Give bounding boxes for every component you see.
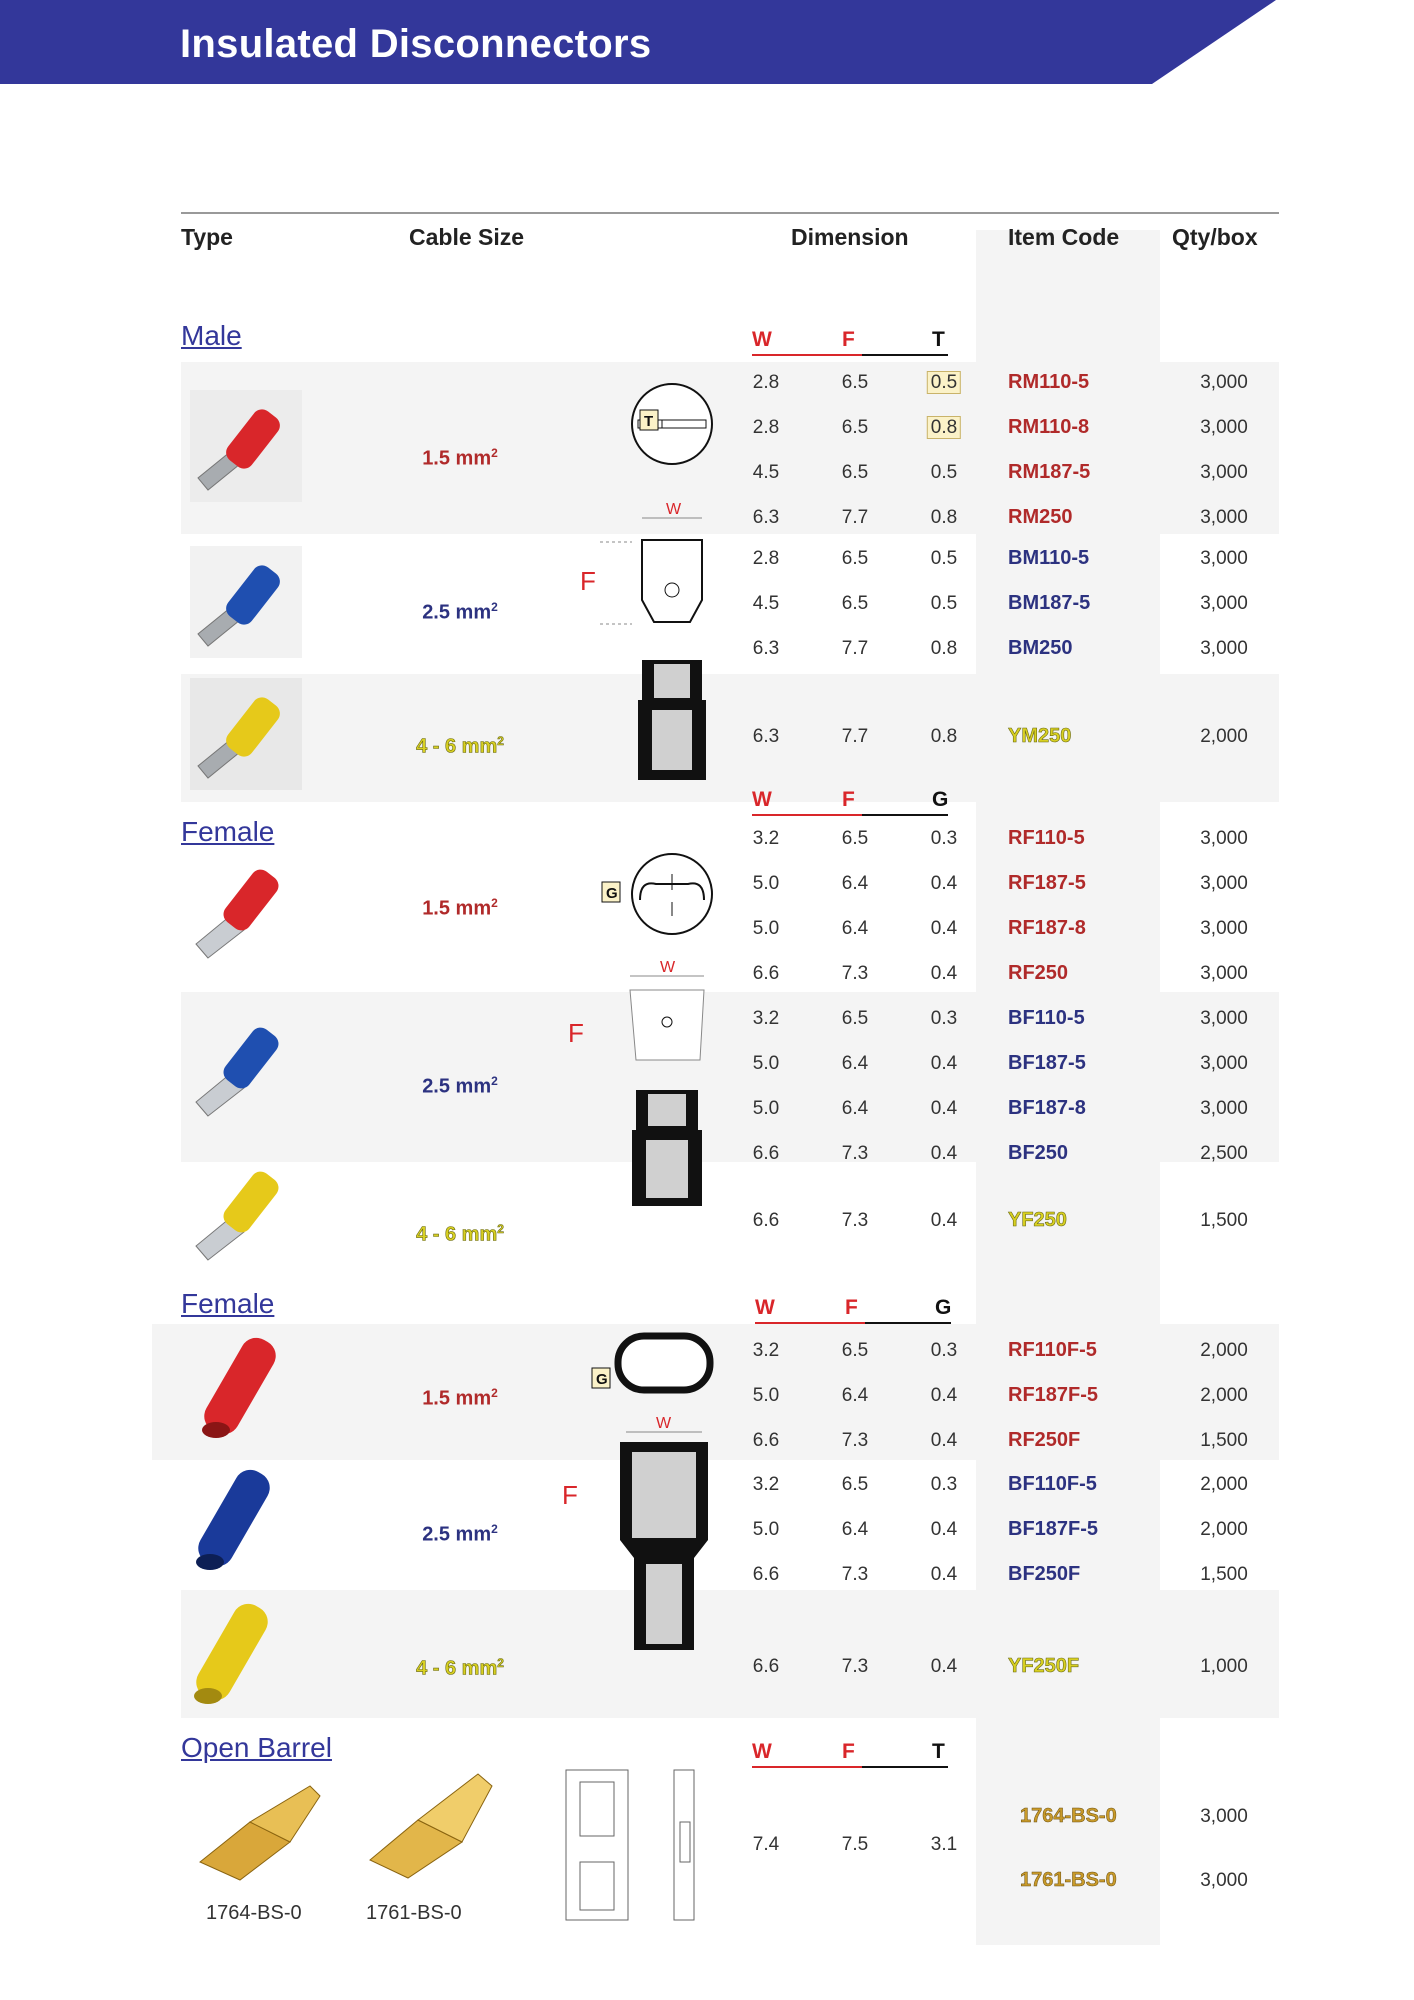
qty-per-box: 2,500 — [1200, 1143, 1248, 1164]
cell-f: 7.3 — [841, 1656, 869, 1677]
photo-open-barrel-1761 — [360, 1764, 510, 1882]
cell-f: 6.4 — [841, 1098, 869, 1119]
photo-female-insulated-blue — [188, 1462, 288, 1580]
cable-size-label: 2.5 $mm^2$ — [422, 600, 498, 624]
dim-underline-red — [752, 1766, 862, 1768]
cell-f: 6.4 — [841, 873, 869, 894]
qty-per-box: 1,500 — [1200, 1430, 1248, 1451]
qty-per-box: 3,000 — [1200, 593, 1248, 614]
cell-f: 7.7 — [841, 638, 869, 659]
cell-f: 6.5 — [841, 1474, 869, 1495]
cell-width: 5.0 — [752, 873, 780, 894]
cell-third-dim: 0.4 — [930, 1656, 958, 1677]
dim-header-female-insulated — [755, 1296, 951, 1324]
cell-third-dim: 0.8 — [930, 507, 958, 528]
cell-f: 7.3 — [841, 963, 869, 984]
qty-per-box: 3,000 — [1200, 372, 1248, 393]
diagram-male-tab — [560, 380, 760, 780]
cell-third-dim: 0.5 — [927, 372, 961, 394]
cable-size-label: 4 - 6 $mm^2$ — [416, 1656, 504, 1680]
qty-per-box: 3,000 — [1200, 918, 1248, 939]
item-code: RF187-8 — [1008, 917, 1086, 939]
qty-per-box: 2,000 — [1200, 726, 1248, 747]
cell-third-dim: 0.3 — [930, 828, 958, 849]
cell-third-dim: 0.4 — [930, 1210, 958, 1231]
diagram-open-barrel — [562, 1762, 732, 1932]
cell-width: 3.2 — [752, 828, 780, 849]
cable-size-label: 1.5 $mm^2$ — [422, 1386, 498, 1410]
qty-per-box: 3,000 — [1200, 1098, 1248, 1119]
cell-f: 6.4 — [841, 1519, 869, 1540]
section-title-male: Male — [181, 320, 242, 351]
item-code: 1764-BS-0 — [1020, 1805, 1117, 1827]
cell-third-dim: 3.1 — [930, 1834, 958, 1855]
cell-width: 4.5 — [752, 593, 780, 614]
band-female-insulated-yellow — [181, 1590, 1279, 1718]
diagram-label-w: W — [656, 1415, 672, 1432]
cell-width: 6.6 — [752, 1430, 780, 1451]
qty-per-box: 3,000 — [1200, 1053, 1248, 1074]
dim-label-t: T — [932, 328, 945, 351]
qty-per-box: 3,000 — [1200, 507, 1248, 528]
qty-per-box: 1,500 — [1200, 1210, 1248, 1231]
cell-f: 6.5 — [841, 372, 869, 393]
qty-per-box: 2,000 — [1200, 1474, 1248, 1495]
dim-label-w: W — [755, 1296, 775, 1319]
cell-width: 6.6 — [752, 1656, 780, 1677]
cell-width: 3.2 — [752, 1340, 780, 1361]
cell-width: 2.8 — [752, 372, 780, 393]
diagram-label-g: G — [606, 885, 618, 902]
qty-per-box: 3,000 — [1200, 1008, 1248, 1029]
column-header-type: Type — [181, 224, 233, 250]
item-code: BF110-5 — [1008, 1007, 1085, 1029]
item-code: 1761-BS-0 — [1020, 1869, 1117, 1891]
cell-third-dim: 0.4 — [930, 873, 958, 894]
photo-female-blue — [190, 1016, 300, 1126]
item-code: RM250 — [1008, 506, 1073, 528]
column-header-dimension: Dimension — [791, 224, 909, 250]
caption-1764: 1764-BS-0 — [206, 1902, 302, 1924]
section-title-open-barrel: Open Barrel — [181, 1732, 332, 1763]
dim-underline-black — [862, 814, 948, 816]
cable-size-label: 4 - 6 $mm^2$ — [416, 734, 504, 758]
cell-width: 6.3 — [752, 726, 780, 747]
cell-third-dim: 0.4 — [930, 918, 958, 939]
dim-label-t: T — [932, 1740, 945, 1763]
cell-f: 7.7 — [841, 507, 869, 528]
cell-third-dim: 0.4 — [930, 1430, 958, 1451]
qty-per-box: 1,000 — [1200, 1656, 1248, 1677]
cell-f: 7.3 — [841, 1143, 869, 1164]
diagram-label-w: W — [660, 959, 676, 976]
qty-per-box: 3,000 — [1200, 462, 1248, 483]
cell-width: 5.0 — [752, 1098, 780, 1119]
photo-female-insulated-red — [194, 1330, 294, 1448]
cell-third-dim: 0.4 — [930, 1519, 958, 1540]
cell-f: 7.7 — [841, 726, 869, 747]
cell-width: 2.8 — [752, 417, 780, 438]
cell-third-dim: 0.8 — [930, 638, 958, 659]
section-title-female: Female — [181, 816, 275, 847]
item-code: YF250 — [1008, 1209, 1067, 1231]
item-code: RF110-5 — [1008, 827, 1085, 849]
cable-size-label: 1.5 $mm^2$ — [422, 446, 498, 470]
caption-1761: 1761-BS-0 — [366, 1902, 462, 1924]
cell-width: 3.2 — [752, 1474, 780, 1495]
dim-label-w: W — [752, 788, 772, 811]
diagram-female-tab — [560, 850, 760, 1210]
dim-label-g: G — [935, 1296, 952, 1319]
item-code: BM187-5 — [1008, 592, 1091, 614]
qty-per-box: 3,000 — [1200, 963, 1248, 984]
dim-label-g: G — [932, 788, 949, 811]
cell-third-dim: 0.4 — [930, 963, 958, 984]
qty-per-box: 2,000 — [1200, 1519, 1248, 1540]
diagram-label-g: G — [596, 1371, 608, 1388]
cell-f: 6.5 — [841, 828, 869, 849]
cable-size-label: 2.5 $mm^2$ — [422, 1074, 498, 1098]
item-code: BF187F-5 — [1008, 1518, 1099, 1540]
column-header-item-code: Item Code — [1008, 224, 1120, 250]
diagram-label-t: T — [644, 413, 654, 430]
qty-per-box: 1,500 — [1200, 1564, 1248, 1585]
qty-per-box: 3,000 — [1200, 417, 1248, 438]
item-code: BM110-5 — [1008, 547, 1090, 569]
item-code: BF187-5 — [1008, 1052, 1086, 1074]
cell-width: 6.6 — [752, 963, 780, 984]
qty-per-box: 3,000 — [1200, 548, 1248, 569]
cable-size-label: 2.5 $mm^2$ — [422, 1522, 498, 1546]
cell-f: 7.3 — [841, 1430, 869, 1451]
cell-width: 6.6 — [752, 1210, 780, 1231]
dim-underline-red — [752, 814, 862, 816]
item-code: RF250 — [1008, 962, 1069, 984]
item-code: RF110F-5 — [1008, 1339, 1097, 1361]
cell-width: 5.0 — [752, 1385, 780, 1406]
qty-per-box: 3,000 — [1200, 828, 1248, 849]
cell-third-dim: 0.8 — [930, 726, 958, 747]
cell-width: 7.4 — [752, 1834, 780, 1855]
qty-per-box: 3,000 — [1200, 873, 1248, 894]
item-code: RF187F-5 — [1008, 1384, 1099, 1406]
qty-per-box: 3,000 — [1200, 1870, 1248, 1891]
cable-size-label: 1.5 $mm^2$ — [422, 896, 498, 920]
qty-per-box: 2,000 — [1200, 1385, 1248, 1406]
cell-width: 6.6 — [752, 1143, 780, 1164]
cell-width: 5.0 — [752, 918, 780, 939]
cell-width: 4.5 — [752, 462, 780, 483]
cell-f: 7.3 — [841, 1564, 869, 1585]
dim-underline-red — [755, 1322, 865, 1324]
qty-per-box: 3,000 — [1200, 1806, 1248, 1827]
dim-label-w: W — [752, 1740, 772, 1763]
cell-f: 6.5 — [841, 1008, 869, 1029]
diagram-label-f-insulated: F — [562, 1480, 578, 1510]
cell-third-dim: 0.3 — [930, 1008, 958, 1029]
cell-third-dim: 0.5 — [930, 548, 958, 569]
item-code: BF250F — [1008, 1563, 1081, 1585]
cell-f: 6.5 — [841, 417, 869, 438]
item-code: BF187-8 — [1008, 1097, 1086, 1119]
dim-header-male — [752, 328, 948, 356]
photo-male-yellow — [190, 678, 310, 790]
column-header-cable-size: Cable Size — [409, 224, 525, 250]
cell-third-dim: 0.4 — [930, 1564, 958, 1585]
photo-female-red — [190, 858, 300, 968]
photo-male-blue — [190, 546, 310, 658]
item-code: RM187-5 — [1008, 461, 1091, 483]
item-code: BM250 — [1008, 637, 1073, 659]
cell-width: 6.3 — [752, 507, 780, 528]
cell-third-dim: 0.4 — [930, 1385, 958, 1406]
cell-f: 6.4 — [841, 1385, 869, 1406]
cell-third-dim: 0.5 — [930, 593, 958, 614]
diagram-label-f: F — [568, 1018, 584, 1048]
item-code: RM110-8 — [1008, 416, 1090, 438]
item-code: YM250 — [1008, 725, 1072, 747]
column-header-qty: Qty/box — [1172, 224, 1258, 250]
cell-f: 6.5 — [841, 593, 869, 614]
cell-f: 6.5 — [841, 548, 869, 569]
item-code: RF187-5 — [1008, 872, 1086, 894]
dim-label-f: F — [842, 1740, 855, 1763]
dim-label-f: F — [842, 328, 855, 351]
cell-third-dim: 0.3 — [930, 1340, 958, 1361]
diagram-female-insulated — [590, 1330, 730, 1660]
cable-size-label: 4 - 6 $mm^2$ — [416, 1222, 504, 1246]
dim-underline-black — [862, 354, 948, 356]
item-code: BF250 — [1008, 1142, 1069, 1164]
diagram-label-w: W — [666, 501, 682, 518]
cell-f: 7.5 — [841, 1834, 869, 1855]
cell-f: 6.4 — [841, 1053, 869, 1074]
qty-per-box: 2,000 — [1200, 1340, 1248, 1361]
dim-header-female — [752, 788, 948, 816]
dim-underline-red — [752, 354, 862, 356]
qty-per-box: 3,000 — [1200, 638, 1248, 659]
dim-underline-black — [862, 1766, 948, 1768]
item-code: YF250F — [1008, 1655, 1080, 1677]
cell-third-dim: 0.8 — [927, 417, 961, 439]
item-code: RM110-5 — [1008, 371, 1090, 393]
cell-f: 6.4 — [841, 918, 869, 939]
photo-open-barrel-1764 — [190, 1772, 340, 1882]
cell-width: 6.6 — [752, 1564, 780, 1585]
cell-third-dim: 0.4 — [930, 1053, 958, 1074]
cell-width: 5.0 — [752, 1519, 780, 1540]
section-title-female-insulated: Female — [181, 1288, 275, 1319]
cell-third-dim: 0.4 — [930, 1098, 958, 1119]
dim-label-f: F — [845, 1296, 858, 1319]
dim-header-open-barrel — [752, 1740, 948, 1768]
cell-third-dim: 0.4 — [930, 1143, 958, 1164]
dim-label-f: F — [842, 788, 855, 811]
item-code: RF250F — [1008, 1429, 1081, 1451]
photo-female-insulated-yellow — [186, 1596, 286, 1714]
cell-f: 6.5 — [841, 462, 869, 483]
cell-third-dim: 0.5 — [930, 462, 958, 483]
item-code: BF110F-5 — [1008, 1473, 1097, 1495]
cell-width: 5.0 — [752, 1053, 780, 1074]
dim-underline-black — [865, 1322, 951, 1324]
cell-f: 7.3 — [841, 1210, 869, 1231]
table-top-rule — [181, 212, 1279, 214]
photo-male-red — [190, 390, 310, 502]
cell-width: 2.8 — [752, 548, 780, 569]
cell-f: 6.5 — [841, 1340, 869, 1361]
page-title: Insulated Disconnectors — [180, 22, 652, 66]
cell-width: 3.2 — [752, 1008, 780, 1029]
diagram-label-f: F — [580, 566, 596, 596]
dim-label-w: W — [752, 328, 772, 351]
cell-width: 6.3 — [752, 638, 780, 659]
header-banner — [0, 0, 1414, 84]
photo-female-yellow — [190, 1160, 300, 1270]
cell-third-dim: 0.3 — [930, 1474, 958, 1495]
